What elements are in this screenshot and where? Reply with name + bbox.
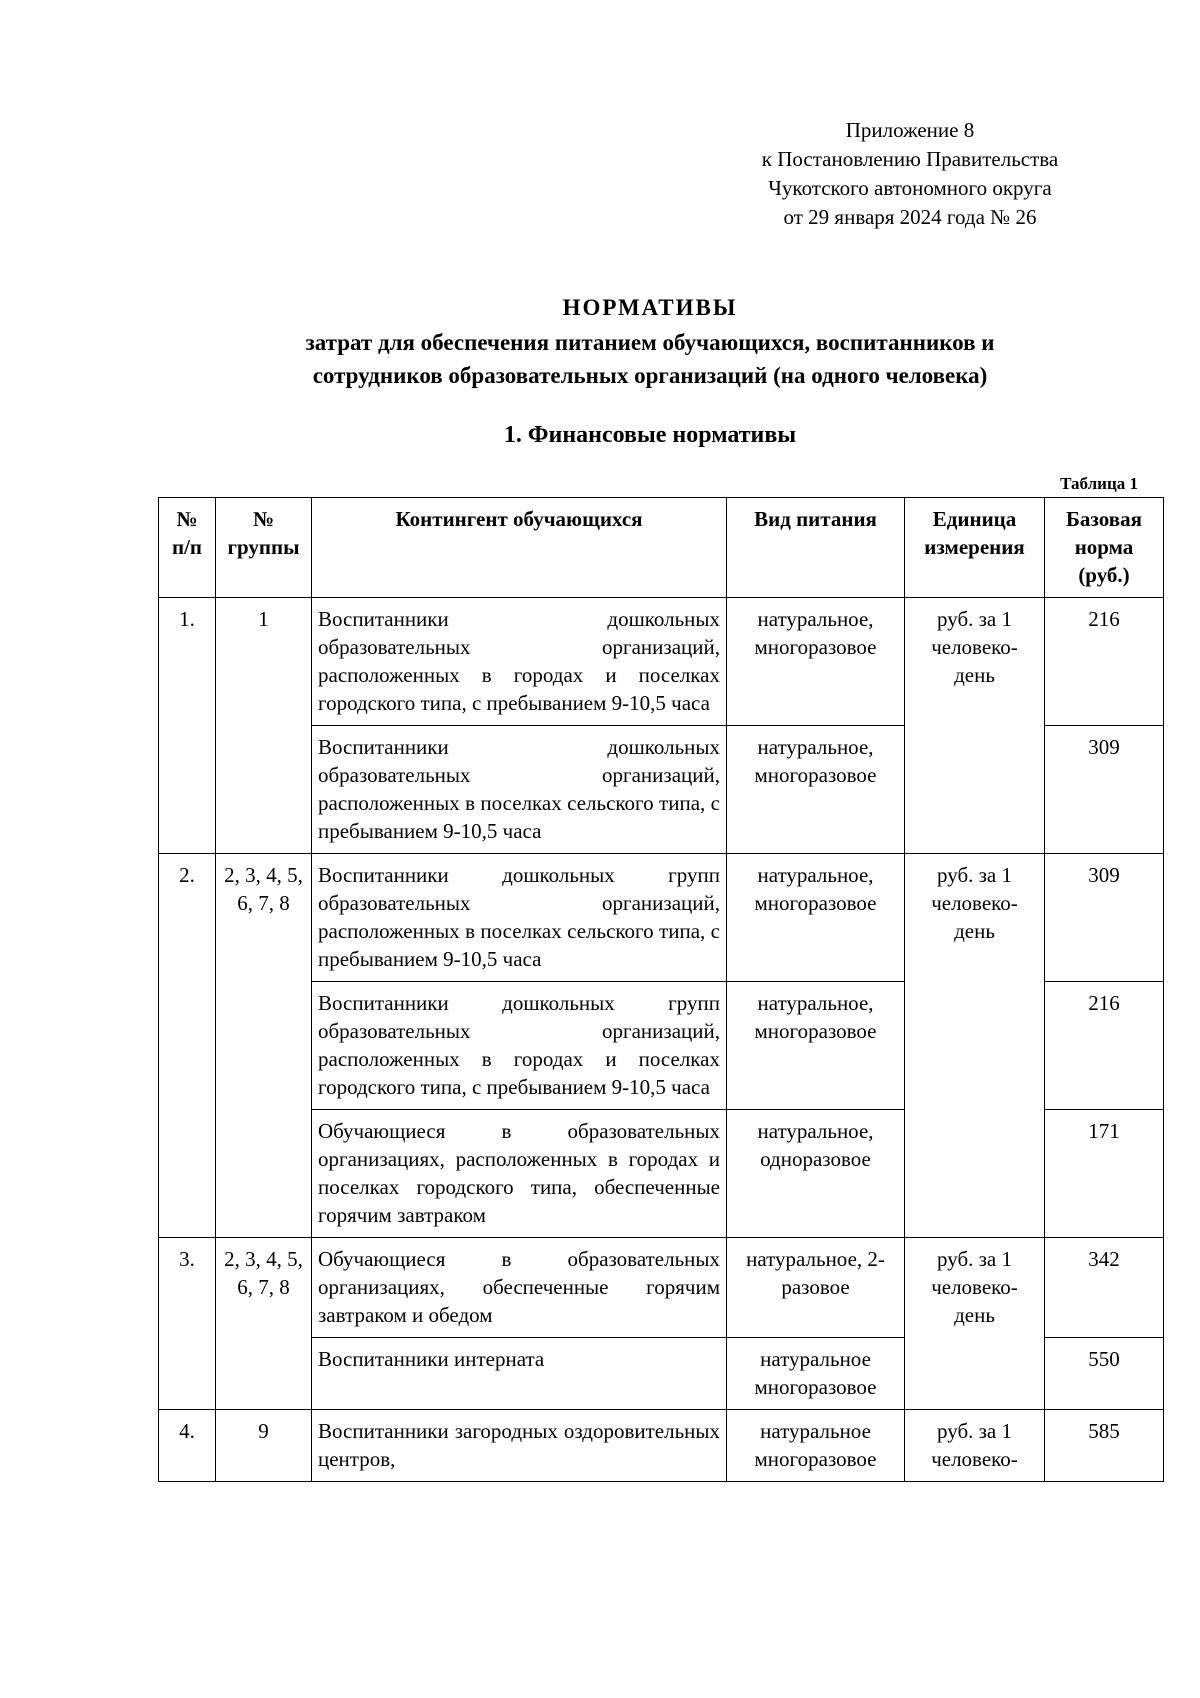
norms-table bbox=[158, 497, 1164, 1482]
cell-contingent: Воспитанники дошкольных образовательных организаций, расположенных в поселках сельского типа, с пребыванием 9-10,5 часа bbox=[312, 726, 727, 854]
table-row bbox=[159, 854, 1164, 982]
cell-food-type: натуральное, одноразовое bbox=[727, 1110, 905, 1238]
appendix-line: к Постановлению Правительства bbox=[761, 147, 1059, 171]
cell-num: 3. bbox=[159, 1238, 216, 1410]
title-subtitle-line: затрат для обеспечения питанием обучающихся, воспитанников и bbox=[305, 330, 995, 355]
table-caption: Таблица 1 bbox=[1060, 474, 1138, 493]
header-contingent: Контингент обучающихся bbox=[312, 498, 727, 598]
cell-food-type: натуральное многоразовое bbox=[727, 1410, 905, 1482]
cell-food-type: натуральное, многоразовое bbox=[727, 982, 905, 1110]
appendix-line: Приложение 8 bbox=[845, 118, 975, 142]
cell-contingent: Воспитанники дошкольных образовательных организаций, расположенных в городах и поселках городского типа, с пребыванием 9-10,5 часа bbox=[312, 598, 727, 726]
appendix-line: от 29 января 2024 года № 26 bbox=[783, 205, 1037, 229]
appendix-line: Чукотского автономного округа bbox=[768, 176, 1052, 200]
cell-group: 2, 3, 4, 5, 6, 7, 8 bbox=[216, 854, 312, 1238]
cell-contingent: Воспитанники дошкольных групп образовательных организаций, расположенных в городах и поселках городского типа, с пребыванием 9-10,5 часа bbox=[312, 982, 727, 1110]
cell-food-type: натуральное, многоразовое bbox=[727, 598, 905, 726]
cell-norm: 216 bbox=[1045, 982, 1164, 1110]
cell-contingent: Обучающиеся в образовательных организациях, расположенных в городах и поселках городского типа, обеспеченные горячим завтраком bbox=[312, 1110, 727, 1238]
appendix-header bbox=[730, 116, 1090, 232]
cell-norm: 171 bbox=[1045, 1110, 1164, 1238]
header-num: № п/п bbox=[159, 498, 216, 598]
cell-contingent: Воспитанники загородных оздоровительных центров, bbox=[312, 1410, 727, 1482]
cell-contingent: Воспитанники интерната bbox=[312, 1338, 727, 1410]
title-main: НОРМАТИВЫ bbox=[562, 295, 738, 320]
cell-contingent: Обучающиеся в образовательных организациях, обеспеченные горячим завтраком и обедом bbox=[312, 1238, 727, 1338]
cell-norm: 309 bbox=[1045, 726, 1164, 854]
cell-food-type: натуральное многоразовое bbox=[727, 1338, 905, 1410]
header-group: № группы bbox=[216, 498, 312, 598]
cell-food-type: натуральное, многоразовое bbox=[727, 854, 905, 982]
cell-num: 2. bbox=[159, 854, 216, 1238]
cell-norm: 309 bbox=[1045, 854, 1164, 982]
cell-group: 2, 3, 4, 5, 6, 7, 8 bbox=[216, 1238, 312, 1410]
table-row bbox=[159, 598, 1164, 726]
document-title bbox=[150, 290, 1150, 392]
title-subtitle-line: сотрудников образовательных организаций (на одного человека) bbox=[312, 363, 988, 388]
cell-group: 9 bbox=[216, 1410, 312, 1482]
table-row bbox=[159, 1238, 1164, 1338]
header-food-type: Вид питания bbox=[727, 498, 905, 598]
cell-norm: 342 bbox=[1045, 1238, 1164, 1338]
cell-norm: 550 bbox=[1045, 1338, 1164, 1410]
cell-group: 1 bbox=[216, 598, 312, 854]
cell-num: 4. bbox=[159, 1410, 216, 1482]
section-heading: 1. Финансовые нормативы bbox=[503, 422, 797, 448]
header-unit: Единица измерения bbox=[905, 498, 1045, 598]
table-row bbox=[159, 1410, 1164, 1482]
cell-unit: руб. за 1 человеко- bbox=[905, 1410, 1045, 1482]
cell-norm: 585 bbox=[1045, 1410, 1164, 1482]
cell-unit: руб. за 1 человеко-день bbox=[905, 854, 1045, 1238]
table-header-row bbox=[159, 498, 1164, 598]
cell-unit: руб. за 1 человеко-день bbox=[905, 598, 1045, 854]
cell-norm: 216 bbox=[1045, 598, 1164, 726]
cell-num: 1. bbox=[159, 598, 216, 854]
header-norm: Базовая норма (руб.) bbox=[1045, 498, 1164, 598]
cell-contingent: Воспитанники дошкольных групп образовательных организаций, расположенных в поселках сельского типа, с пребыванием 9-10,5 часа bbox=[312, 854, 727, 982]
cell-food-type: натуральное, 2-разовое bbox=[727, 1238, 905, 1338]
cell-unit: руб. за 1 человеко-день bbox=[905, 1238, 1045, 1410]
cell-food-type: натуральное, многоразовое bbox=[727, 726, 905, 854]
